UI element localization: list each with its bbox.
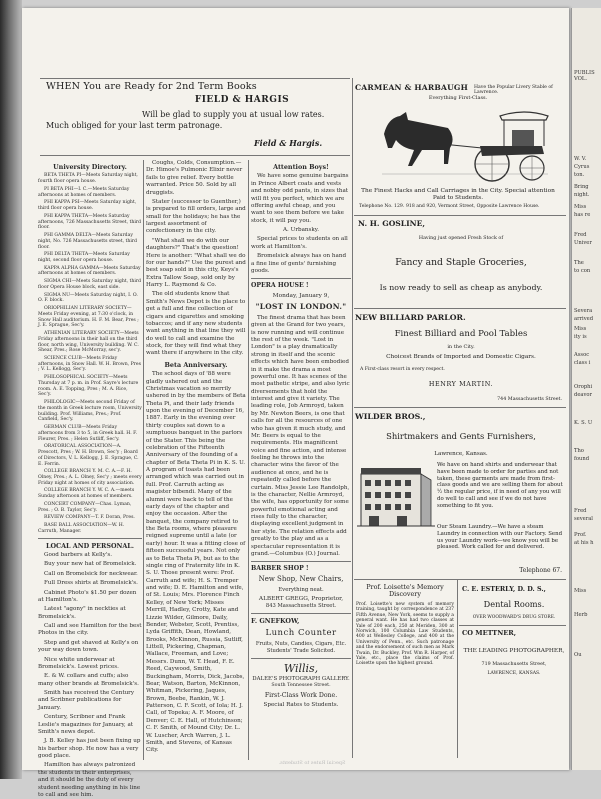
barber-line-2: Everything neat. — [278, 586, 324, 593]
directory-item: ORATORICAL ASSOCIATION—A. Prescott, Pres ; W. H. Brown, Sec'y ; Board of Directors, V. L. Kellogg, J. E. Sprague, C. E. Ferrin. — [38, 444, 139, 467]
local-item: Smith has received the Century and Scribner publications for January. — [38, 690, 135, 711]
col2-item: Stater (successor to Guenther,) is prepared to fill orders, large and small for the holidays; he has the largest assortment of confectionery in the city. — [146, 198, 246, 235]
wilder-lawrence: Lawrence, Kansas. — [434, 451, 488, 457]
directory-item: GERMAN CLUB—Meets Friday afternoons from 3 to 5, in Greek hall. H. F. Fleurer, Pres. ; Helen Sutliff, Sec'y. — [38, 425, 138, 442]
gallery-rule — [251, 658, 351, 659]
bleed-through-text: Special Rates to Students. — [278, 760, 346, 766]
local-item: Hamilton has always patronized the students in their enterprises, and it should be the duty of every student needing anything in his line to call and see him. — [38, 762, 141, 798]
barber-proprietor: ALBERT GREGG, Proprietor, — [258, 595, 344, 602]
carmean-subtitle-2: Everything First-Class. — [428, 95, 488, 101]
directory-item: KAPPA ALPHA GAMMA—Meets Saturday afternoons at homes of members. — [38, 265, 141, 277]
opera-title: OPERA HOUSE ! — [251, 282, 309, 290]
anniversary-title: Beta Anniversary. — [164, 360, 228, 369]
header-when-line: WHEN You are Ready for 2nd Term Books — [46, 81, 257, 92]
wilder-telephone: Telephone 67. — [519, 567, 562, 574]
barber-address: 843 Massachusetts Street. — [265, 603, 337, 610]
col2-item: "What shall we do with our daughters?" That's the question! Here is another: "What shall we do for our hands?" Use the purest and best soap sold in this city, Keys's Extra Tallow Soap, sold only by Harry L. Raymond & Co. — [146, 237, 246, 288]
gosline-cheap: Is now ready to sell as cheap as anybody. — [379, 283, 543, 292]
anniversary-text: The school days of '88 were gladly ushered out and the Christmas vacation so merrily ushered in by the members of Beta Theta Pi, and their lady friends upon the evening of December 16, 1887. Early in the evening over thirty couples sat down to a sumptuous banquet in the parlors of the Stater. This being the celebration of the Fifteenth Anniversary of the founding of a chapter of Beta Theta Pi in K. S. U. A program of toasts had been arranged which was carried out in full. Prof. Carruth acting as magister bibendi. Many of the alumni were back to tell of the early days of the chapter and enjoy the occasion. After the banquet, the company retired to the Beta rooms, where pleasure reigned supreme until a late (or early) hour. It was a fitting close of fifteen successful years. Not only as to Beta Theta Pi, but as to the single ring of Fraternity life in K. S. U. Those present were: Prof. Carruth and wife; H. S. Tremper and wife; D. E. Hamilton and wife, of St. Louis; Mrs. Florence Finch Kelley, of New York; Misses Merrill, Hadley, Crotty, Kate and Lizzie Wilder, Gilmore, Daily, Bender, Webster, Scott, Prentiss, Lyda Griffith, Dean, Howland, Brooks, McKinnon, Russia, Sutliff, Littell, Pickering, Chapman, Wallace, Freeman, and Love; Messrs. Dunn, W. T. Head, F. E. Reed, Caywood, Smith, Buckingham, Morris, Dick, Jacobs, Bear, Watson, Barton, McKinnon, Whitman, Pickering, Jaques, Brown, Beebe, Rankin, W. J. Patterson, C. F. Scott, of Iola; H. J. Call, of Topeka; A. F. Moore, of Denver; C. E. Hall, of Hutchinson; C. F. Smith, of Mound City; Dr. L. W. Luscher, Arch Warren, J. L. Smith, and Stevens, of Kansas City. — [146, 371, 246, 754]
opera-show: "LOST IN LONDON." — [255, 302, 347, 312]
willis-signature: Willis, — [283, 661, 319, 675]
opera-text: The finest drama that has been given at the Grand for two years, is now running and will continue the rest of the week. "Lost in London" is a play dramatically strong in itself and the scenic effects which have been embodied in it make the drama a most powerful one. It has scenes of the most pathetic stripe, and also lyric diversements that hold the interest and give it variety. The leading role, Job Armroyd, taken by Mr. Newton Beers, is one that calls for all the resources of one who has given it much study, and Mr. Beers is equal to the requirements. His magnificent voice and fine action, and intense feeling he throws into the character wins the favor of the audience at once, and he is repeatedly called before the curtain. Miss Jessie Lee Randolph, is the character, Nellie Armroyd, the wife, has opportunity for some powerful emotional acting and rises fully to the character, displaying excellent judgment in her style. The relation effects add greatly to the play and as a spectacular representation it is grand.—Columbus (O.) Journal. — [251, 314, 350, 557]
header-firm: FIELD & HARGIS — [194, 95, 290, 105]
newspaper-page — [22, 8, 569, 798]
mettner-city: LAWRENCE, KANSAS. — [487, 671, 541, 676]
local-item: Good barbers at Kelly's. — [44, 552, 112, 559]
directory-item: PHI KAPPA PSI—Meets Saturday night, third floor opera house. — [38, 200, 137, 212]
column-rule-1 — [143, 160, 144, 760]
directory-item: PHILOLOGIC—Meets second Friday of the month in Greek lecture room, University building. Prof. Williams, Pres.; Prof. Canfield, Sec'y. — [38, 400, 142, 423]
directory-item: COLLEGE BRANCH Y. M. C. A.—F. H. Olney, Pres.; A. L. Olney, Sec'y ; meets every Friday night at homes of city association. — [38, 469, 142, 486]
local-item: Call and see Hamilton for the best Photos in the city. — [38, 623, 142, 637]
attention-title: Attention Boys! — [273, 163, 329, 171]
directory-item: PHILOSOPHICAL SOCIETY—Meets Thursday at 7 p. m. in Prof. Sayre's lecture room. A. E. Topping, Pres ; M. A. Rice, Sec'y. — [38, 375, 139, 398]
esterly-address: OVER WOODWARD'S DRUG STORE. — [472, 615, 556, 620]
opera-rule — [251, 278, 351, 279]
local-item: J. B. Kelley has just been fixing up his barber shop. He now has a very good place. — [38, 738, 141, 760]
billiard-title: NEW BILLIARD PARLOR. — [355, 313, 466, 322]
fancy-groceries: Fancy and Staple Groceries, — [395, 257, 527, 268]
mettner-name: CO METTNER, — [462, 629, 517, 637]
wilder-laundry: Our Steam Laundry.—We have a steam Laundry in connection with our Factory. Send us your Laundry work—we know you will be pleased. Work called for and delivered. — [437, 524, 563, 551]
local-item: Nice white underwear at Bromelsick's. Lowest prices. — [38, 656, 119, 670]
local-title: LOCAL AND PERSONAL. — [45, 541, 135, 550]
factory-building-illustration — [357, 464, 435, 530]
header-rule-bottom — [40, 155, 350, 156]
col2-item: The old students know that Smith's News Depot is the place to get a full and fine collection of cigars and cigarettes and smoking tobaccos; and if any new students want anything in that line they will do well to call and examine the stock, for they will find what they want there if anywhere in the city. — [146, 291, 246, 357]
wilder-name: WILDER BROS., — [355, 412, 426, 421]
memory-title: Prof. Loisette's Memory Discovery — [366, 583, 444, 598]
directory-list — [38, 173, 142, 534]
header-rule-top — [40, 78, 350, 79]
directory-item: SIGMA NU—Meets Saturday night, I. O. O. F. block. — [38, 292, 138, 304]
directory-item: PHI DELTA THETA—Meets Saturday night, second floor opera house. — [38, 252, 130, 263]
local-item: E. & W. collars and cuffs; also many other brands at Bromelsick's. — [38, 673, 139, 687]
esterly-name: C. E. ESTERLY, D. D. S., — [462, 585, 546, 593]
ad-rule-5 — [457, 580, 458, 758]
wilder-shirtmakers: Shirtmakers and Gents Furnishers, — [386, 431, 536, 441]
gnefkow-rule — [251, 613, 351, 614]
directory-item: BASE BALL ASSOCIATION—W. H. Carruth, Manager. — [38, 523, 125, 534]
directory-title: University Directory. — [53, 163, 127, 171]
horse-carriage-illustration — [372, 104, 552, 184]
adjacent-page-edge: PUBLIS VOL. W. V. Cyrus ton. Bring night. Miss has re Fred Univer The to con Severa arrived Miss ity is Assoc class i Orophi deavor K. S. U Tho found Fred several Prof. at his h Miss Herb Ou — [571, 8, 601, 770]
billiard-cigars: Choicest Brands of Imported and Domestic Cigars. — [386, 354, 536, 360]
gosline-subtitle: Having just opened Fresh Stock of — [418, 236, 504, 241]
directory-item: PI BETA PHI—I. C.—Meets Saturday afternoons at homes of members. — [38, 186, 130, 198]
local-item: Step and get shaved at Kelly's on your way down town. — [38, 639, 139, 654]
attention-text: We have some genuine bargains in Prince Albert coats and vests and nobby odd pants, in sizes that will fit you perfect, which we are offering awful cheap, and you want to see them before we take stock, it will pay you. — [251, 173, 349, 224]
billiard-resort: A First-class resort in every respect. — [360, 367, 445, 372]
attention-signature: A. Urbansky. — [283, 227, 319, 234]
gallery-name: DALEE'S PHOTOGRAPH GALLERY. — [252, 676, 350, 683]
directory-item: CONCERT COMPANY—Chas. Lyman, Pres. ; O. B. Taylor, Sec'y. — [38, 501, 132, 513]
ad-rule-3 — [354, 407, 566, 408]
directory-item: PHI KAPPA THETA—Meets Saturday afternoons, 726 Massachusetts Street, third floor. — [38, 213, 141, 231]
carmean-hacks: The Finest Hacks and Call Carriages in the City. Special attention Paid to Students. — [361, 188, 555, 202]
directory-item: PHI GAMMA DELTA—Meets Saturday night, No. 726 Massachusetts street, third floor. — [38, 233, 137, 250]
header-supply-line: Will be glad to supply you at usual low rates. — [142, 110, 325, 119]
header-signature: Field & Hargis. — [254, 138, 323, 148]
directory-item: ORIOPHILIAN LITERARY SOCIETY—Meets Friday evening, at 7:30 o'clock, in Snow Hall auditorium. H. F. M. Bear, Pres ; J. E. Sprague, Sec'y. — [38, 306, 139, 329]
directory-item: BETA THETA PI—Meets Saturday night, fourth floor opera house. — [38, 173, 138, 185]
column-3 — [251, 160, 351, 760]
directory-item: REVIEW COMPANY—T. F. Doran, Pres. — [44, 515, 135, 521]
lunch-counter: Lunch Counter — [265, 627, 337, 638]
directory-item: SCIENCE CLUB—Meets Friday afternoons, in Snow Hall. W. H. Brown, Pres ; V. L. Kellogg, Sec'y. — [38, 356, 141, 373]
wilder-text: We have on hand shirts and underwear that have been made to order for parties and not taken, these garments are made from first-class goods and we are selling them for about ½ the regular price, if in need of any you will do well to call and see if we do not have something to fit you. — [437, 462, 563, 509]
directory-item: COLLEGE BRANCH Y. W. C. A.—meets Sunday afternoon at homes of members. — [38, 488, 135, 500]
barber-title: BARBER SHOP ! — [251, 565, 309, 573]
gnefkow-name: F. GNEFKOW, — [251, 617, 300, 626]
mettner-address: 719 Massachusetts Street, — [481, 662, 547, 667]
bromelsick-note: Bromelsick always has on hand a fine line of gents' furnishing goods. — [251, 253, 347, 274]
carmean-title: CARMEAN & HARBAUGH — [355, 83, 468, 92]
barber-line: New Shop, New Chairs, — [258, 575, 344, 584]
ad-rule-4 — [354, 579, 566, 580]
local-item: Full Dress shirts at Bromelsick's. — [44, 580, 138, 587]
local-item: Latest "agony" in neckties at Bromelsick's. — [38, 606, 126, 620]
gallery-firstclass: First-Class Work Done. — [264, 691, 338, 699]
column-rule-3 — [352, 78, 353, 758]
header-obliged-line: Much obliged for your last term patronage. — [46, 121, 223, 130]
henry-martin: HENRY MARTIN. — [428, 380, 494, 388]
local-item: Century, Scribner and Frank Leslie's magazines for January, at Smith's news depot. — [38, 714, 134, 735]
mettner-photographer: THE LEADING PHOTOGRAPHER, — [463, 648, 565, 654]
book-binding — [0, 0, 22, 779]
carmean-subtitle: Have the Popular Livery Stable of Lawrence. — [474, 85, 553, 95]
special-prices: Special prices to students on all work at Hamilton's. — [251, 236, 348, 250]
directory-item: ATHENIAN LITERARY SOCIETY—Meets Friday afternoons in their hall on the third floor, north wing, University building. W. C. Shear, Pres.; Rose McMorray, sec'y. — [38, 331, 139, 354]
barber-rule — [251, 561, 351, 562]
local-item: Call on Bromelsick for neckwear. — [44, 570, 138, 577]
ad-rule-1 — [354, 215, 566, 216]
column-rule-2 — [248, 160, 249, 760]
esterly-dental: Dental Rooms. — [483, 599, 545, 609]
local-item: Cabinet Photo's $1.50 per dozen at Hamilton's. — [38, 589, 137, 603]
billiard-tables: Finest Billiard and Pool Tables — [394, 329, 528, 339]
carmean-address: 918 and 920, Vermont Street, Opposite Lawrence House. — [406, 204, 540, 209]
local-item: Buy your new hat of Bromelsick. — [44, 561, 137, 568]
henry-martin-address: 744 Massachusetts Street. — [497, 397, 562, 402]
column-1 — [38, 160, 142, 798]
col2-item: Coughs, Colds, Consumption.—Dr. Himoe's Pulmonic Elixir never fails to give relief. Every bottle warranted. Price 50. Sold by all druggists. — [146, 160, 243, 196]
carmean-telephone: Telephone No. 129. — [359, 204, 405, 209]
directory-item: SIGMA CHI—Meets Saturday night, third floor Opera House block, east side. — [38, 279, 141, 290]
ad-rule-2 — [354, 308, 566, 309]
memory-text: Prof. Loisette's new system of memory training, taught by correspondence at 237 Fifth Avenue, New York, seems to supply a general want. He has had two classes at Yale of 200 each, 250 at Meriden, 300 at Norwich, 100 Columbia Law Students, 400 at Wellesley College, and 400 at the University of Penn., etc. Such patronage and the endorsement of such men as Mark Twain, Dr. Buckley, Prof. Wm R. Harper, of Yale, etc., place the claims of Prof. Loisette upon the highest ground. — [356, 602, 454, 667]
local-rule — [38, 538, 142, 539]
gallery-address: South Tennessee Street. — [271, 683, 331, 689]
gnefkow-fruits: Fruits, Nuts, Candies, Cigars, Etc. Students' Trade Solicited. — [255, 641, 347, 654]
gosline-name: N. H. GOSLINE, — [358, 219, 426, 228]
gallery-special-rates: Special Rates to Students. — [263, 701, 339, 708]
ad-rule-6 — [459, 625, 566, 626]
column-2 — [146, 160, 246, 760]
opera-date: Monday, January 9, — [272, 292, 330, 299]
billiard-in-city: in the City. — [447, 344, 475, 350]
